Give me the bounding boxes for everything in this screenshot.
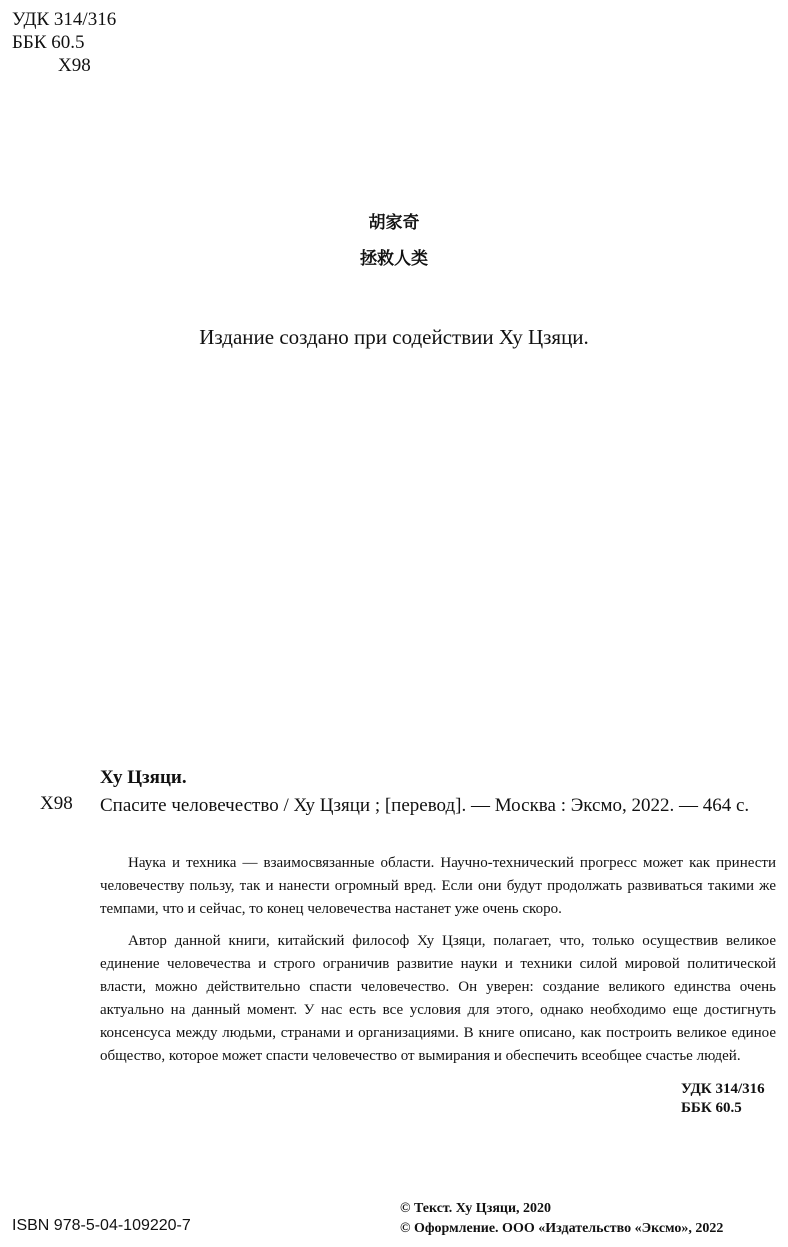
top-classification-codes: [12, 8, 116, 77]
bibliography-entry: Спасите человечество / Ху Цзяци ; [перевод]. — Москва : Эксмо, 2022. — 464 с.: [100, 795, 750, 816]
classification-codes: [681, 1080, 765, 1118]
isbn: ISBN 978-5-04-109220-7: [12, 1217, 191, 1234]
copyright-block: [400, 1199, 723, 1239]
top-author-mark: Х98: [58, 55, 91, 76]
bibliography-author: Ху Цзяци.: [100, 767, 187, 788]
chinese-book-title: 拯救人类: [360, 249, 428, 269]
annotation-paragraph-2: Автор данной книги, китайский философ Ху Цзяци, полагает, что, только осуществив великое единение человечества и строго ограничив развитие науки и техники силой мировой политической власти, можно действительно спасти человечество. Он уверен: создание великого единства очень актуально на данный момент. У нас есть все условия для этого, однако необходимо еще достигнуть консенсуса между людьми, странами и организациями. В книге описано, как построить великое единое общество, которое может спасти человечество от вымирания и обеспечить всеобщее счастье людей.: [100, 933, 776, 1064]
edition-note: Издание создано при содействии Ху Цзяци.: [199, 325, 589, 349]
copyright-text: © Текст. Ху Цзяци, 2020: [400, 1201, 552, 1216]
copyright-design: © Оформление. ООО «Издательство «Эксмо», 2022: [400, 1221, 724, 1236]
top-udk-code: УДК 314/316: [12, 9, 117, 30]
udk-code: УДК 314/316: [681, 1081, 765, 1097]
top-bbk-code: ББК 60.5: [12, 32, 85, 53]
bibliography-author-mark: Х98: [40, 793, 73, 814]
chinese-author-name: 胡家奇: [368, 213, 420, 233]
annotation-paragraph-1: Наука и техника — взаимосвязанные области. Научно-технический прогресс может как принести человечеству пользу, так и нанести огромный вред. Если они будут продолжать развиваться такими же темпами, что и сейчас, то конец человечества настанет уже очень скоро.: [100, 855, 776, 917]
bbk-code: ББК 60.5: [681, 1100, 742, 1116]
